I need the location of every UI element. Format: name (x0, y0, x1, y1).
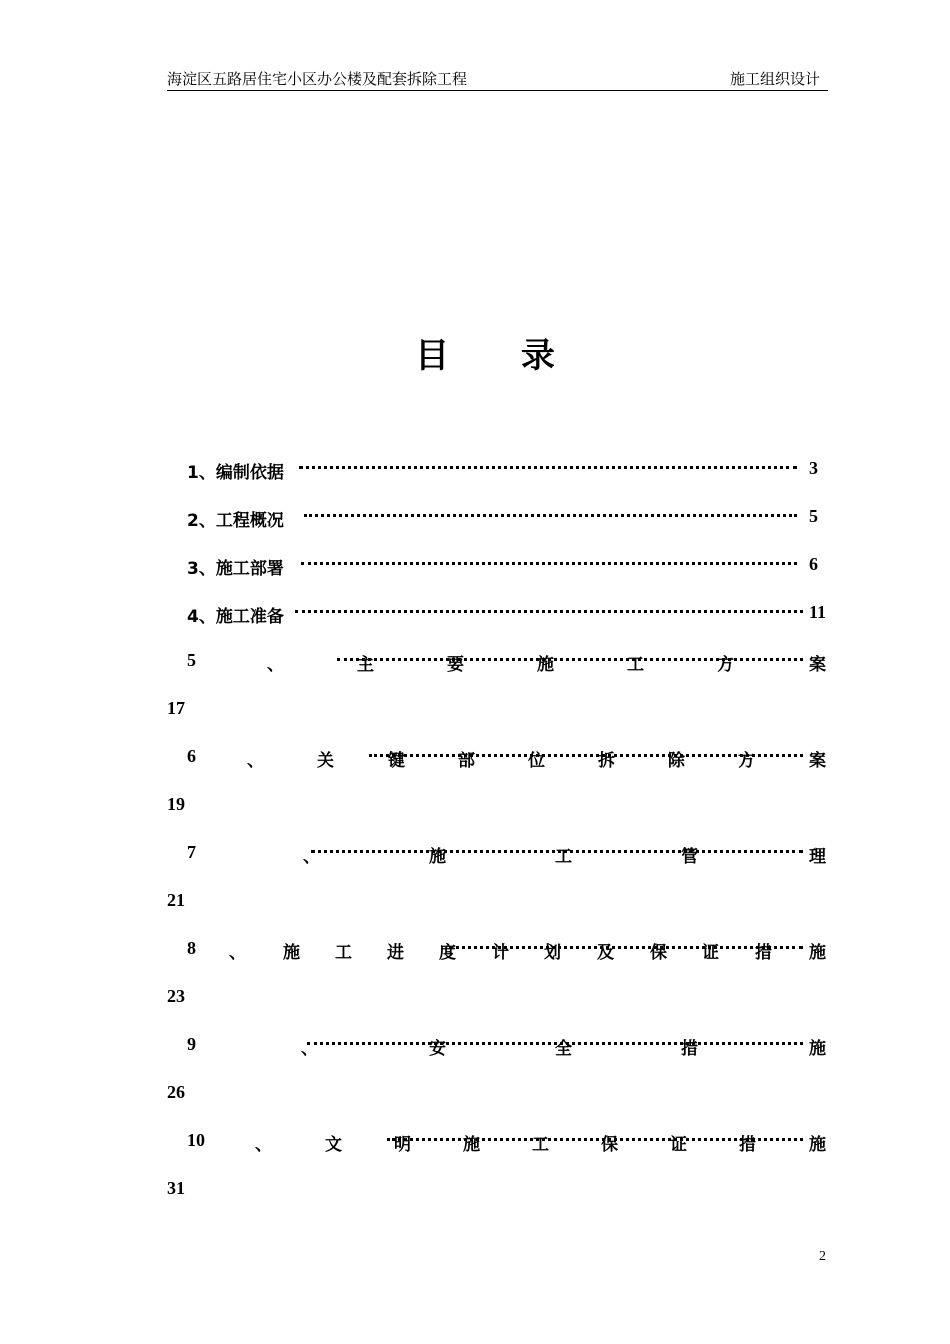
toc-char: 措 (681, 1039, 698, 1059)
toc-entry-2[interactable] (187, 506, 828, 532)
toc-char: 施 (809, 1135, 826, 1155)
toc-char: 、 (247, 751, 264, 771)
toc-entry-page: 3 (809, 458, 818, 478)
toc-char: 理 (809, 847, 826, 867)
header-document-type: 施工组织设计 (729, 70, 820, 88)
toc-entry-5-page: 17 (167, 698, 185, 718)
page-header (167, 68, 828, 91)
toc-char: 施 (429, 847, 446, 867)
toc-char: 键 (388, 751, 405, 771)
toc-char: 施 (283, 943, 300, 963)
leader-dots (295, 606, 803, 613)
toc-char: 工 (555, 847, 572, 867)
toc-entry-9[interactable] (187, 1034, 828, 1060)
toc-char: 要 (447, 655, 464, 675)
toc-char: 工 (627, 655, 644, 675)
toc-char: 案 (809, 655, 826, 675)
page-number: 2 (819, 1249, 826, 1264)
toc-entry-5[interactable] (187, 650, 828, 676)
toc-entry-label: 3、施工部署 (187, 554, 290, 579)
toc-char: 计 (492, 943, 509, 963)
toc-char: 证 (670, 1135, 687, 1155)
toc-entry-label: 2、工程概况 (187, 506, 290, 531)
toc-char: 明 (394, 1135, 411, 1155)
toc-entry-number: 10 (187, 1130, 205, 1150)
toc-char: 部 (458, 751, 475, 771)
toc-char: 全 (555, 1039, 572, 1059)
toc-entry-10[interactable] (187, 1130, 828, 1156)
toc-entry-6-page: 19 (167, 794, 185, 814)
toc-char: 施 (537, 655, 554, 675)
toc-char: 案 (809, 751, 826, 771)
toc-entry-1[interactable] (187, 458, 828, 484)
toc-char: 施 (809, 943, 826, 963)
toc-char: 措 (755, 943, 772, 963)
toc-entry-7[interactable] (187, 842, 828, 868)
toc-entry-8-page: 23 (167, 986, 185, 1006)
toc-char: 、 (255, 1135, 272, 1155)
toc-title: 目 录 (415, 336, 585, 376)
toc-char: 措 (739, 1135, 756, 1155)
leader-dots (304, 510, 797, 517)
toc-entry-6[interactable] (187, 746, 828, 772)
toc-char: 工 (335, 943, 352, 963)
toc-entry-number: 6 (187, 746, 196, 766)
toc-char: 保 (601, 1135, 618, 1155)
toc-entry-number: 9 (187, 1034, 196, 1054)
toc-char: 方 (738, 751, 755, 771)
toc-char: 度 (439, 943, 456, 963)
toc-entry-page: 6 (809, 554, 818, 574)
toc-char: 方 (717, 655, 734, 675)
toc-char: 、 (267, 655, 284, 675)
leader-dots (301, 558, 797, 565)
toc-entry-4[interactable] (187, 602, 828, 628)
toc-entry-8[interactable] (187, 938, 828, 964)
toc-char: 管 (681, 847, 698, 867)
toc-char: 证 (702, 943, 719, 963)
toc-char: 施 (463, 1135, 480, 1155)
toc-entry-number: 7 (187, 842, 196, 862)
toc-entry-number: 5 (187, 650, 196, 670)
toc-char: 除 (668, 751, 685, 771)
toc-entry-number: 8 (187, 938, 196, 958)
toc-entry-label: 1、编制依据 (187, 458, 290, 483)
toc-char: 、 (229, 943, 246, 963)
toc-char: 关 (317, 751, 334, 771)
toc-char: 、 (301, 1039, 318, 1059)
toc-char: 文 (325, 1135, 342, 1155)
toc-entry-3[interactable] (187, 554, 828, 580)
leader-dots (299, 462, 797, 469)
toc-char: 安 (429, 1039, 446, 1059)
toc-entry-page: 5 (809, 506, 818, 526)
toc-entry-7-page: 21 (167, 890, 185, 910)
toc-entry-9-page: 26 (167, 1082, 185, 1102)
toc-entry-10-page: 31 (167, 1178, 185, 1198)
toc-char: 施 (809, 1039, 826, 1059)
toc-char: 工 (532, 1135, 549, 1155)
toc-entry-label: 4、施工准备 (187, 602, 284, 627)
toc-char: 拆 (598, 751, 615, 771)
toc-char: 主 (357, 655, 374, 675)
toc-char: 位 (528, 751, 545, 771)
toc-char: 、 (303, 847, 320, 867)
toc-char: 进 (387, 943, 404, 963)
toc-entry-page: 11 (809, 602, 827, 622)
header-project-title: 海淀区五路居住宅小区办公楼及配套拆除工程 (167, 70, 468, 88)
toc-char: 保 (650, 943, 667, 963)
toc-char: 及 (597, 943, 614, 963)
toc-char: 划 (544, 943, 561, 963)
